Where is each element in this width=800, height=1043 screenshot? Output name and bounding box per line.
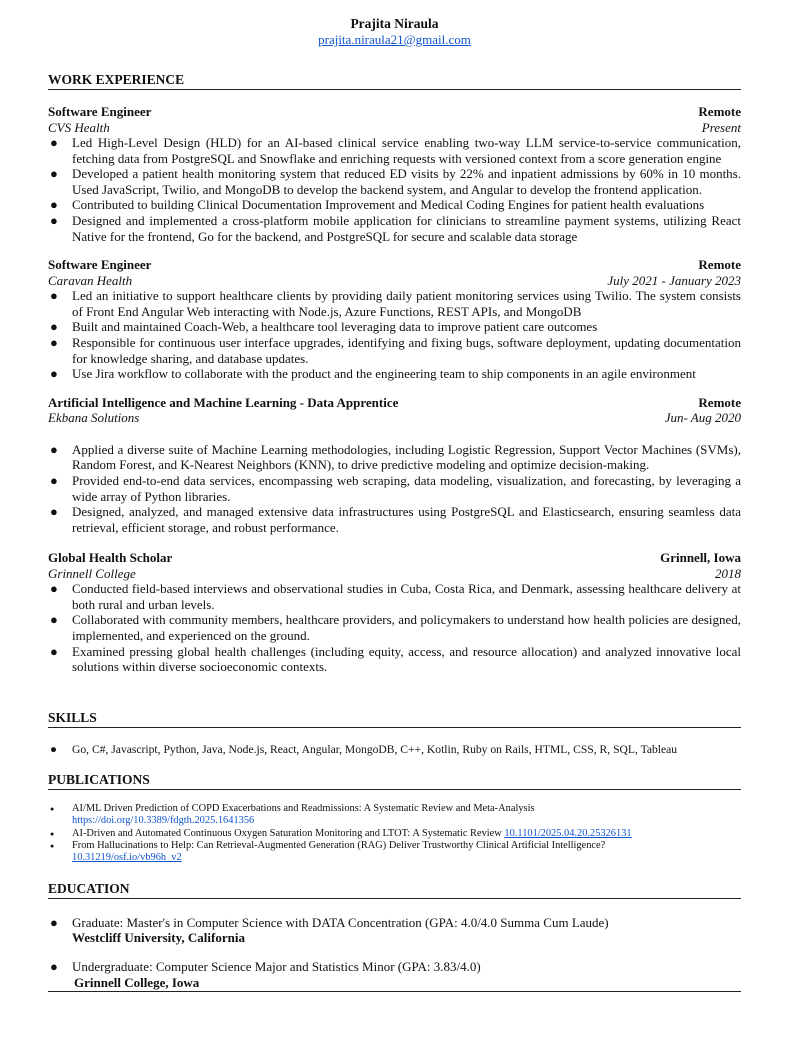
company-name: Caravan Health — [48, 272, 133, 288]
job-location: Remote — [698, 257, 741, 273]
bullet-icon: ● — [50, 197, 58, 213]
bullet-icon: ● — [50, 135, 58, 150]
section-publications: PUBLICATIONS — [48, 772, 741, 790]
bullet-icon: ● — [50, 742, 58, 756]
school-name: Grinnell College, Iowa — [74, 974, 200, 990]
publication-item: ● AI-Driven and Automated Continuous Oxygen Saturation Monitoring and LTOT: A Systematic Review 10.1101/2025.04.20.25326131 — [50, 827, 632, 839]
job-dates: Present — [701, 119, 741, 135]
bullet-icon: ● — [50, 829, 55, 838]
publications-list — [48, 803, 741, 865]
job-title: Global Health Scholar — [48, 550, 173, 566]
bullet-icon: ● — [50, 504, 58, 520]
bullet-icon: ● — [50, 804, 55, 813]
list-item: ● Designed and implemented a cross-platform mobile application for clinicians to streamline payment systems, utilizing React Native for the frontend, Go for the backend, and PostgreSQL for secure and scalable data storage — [50, 212, 741, 244]
section-education: EDUCATION — [48, 881, 741, 899]
section-skills: SKILLS — [48, 710, 741, 728]
job-entry — [48, 104, 741, 244]
job-location: Remote — [698, 394, 741, 410]
list-item: ● Developed a patient health monitoring system that reduced ED visits by 22% and inpatient admissions by 60% in 10 months. Used JavaScript, Twilio, and MongoDB to develop the backend system, and Angular to develop the frontend application. — [50, 166, 741, 197]
company-name: Grinnell College — [48, 565, 136, 581]
bullet-icon: ● — [50, 612, 58, 628]
bottom-rule — [48, 991, 741, 992]
list-item: ● Built and maintained Coach-Web, a healthcare tool leveraging data to improve patient care outcomes — [50, 319, 598, 335]
skills-list — [48, 743, 741, 757]
bullet-icon: ● — [50, 959, 58, 975]
job-entry — [48, 395, 741, 536]
job-location: Grinnell, Iowa — [660, 550, 741, 566]
company-name: Ekbana Solutions — [48, 410, 140, 426]
job-bullets — [48, 581, 741, 675]
resume-header — [48, 0, 741, 48]
bullet-icon: ● — [50, 581, 58, 597]
publication-item: ● From Hallucinations to Help: Can Retrieval-Augmented Generation (RAG) Deliver Trustworthy Clinical Artificial Intelligence? 10.31219/osf.io/vb96h_v2 — [50, 840, 606, 864]
list-item: ● Contributed to building Clinical Documentation Improvement and Medical Coding Engines for patient health evaluations — [50, 197, 705, 213]
list-item: ● Designed, analyzed, and managed extensive data infrastructures using PostgreSQL and Elasticsearch, ensuring seamless data retrieval, efficient storage, and robust performance. — [50, 504, 741, 535]
bullet-icon: ● — [50, 472, 58, 488]
publication-item: ● AI/ML Driven Prediction of COPD Exacerbations and Readmissions: A Systematic Review and Meta-Analysis https://doi.org/10.3389/fdgth.2025.1641356 — [50, 802, 535, 827]
job-title: Artificial Intelligence and Machine Learning - Data Apprentice — [48, 394, 399, 410]
degree-text: Graduate: Master's in Computer Science with DATA Concentration (GPA: 4.0/4.0 Summa Cum Laude) — [72, 914, 609, 930]
list-item: ● Conducted field-based interviews and observational studies in Cuba, Costa Rica, and Denmark, assessing healthcare delivery at both rural and urban levels. — [50, 581, 741, 612]
job-dates: Jun- Aug 2020 — [664, 410, 741, 426]
list-item: ● Applied a diverse suite of Machine Learning methodologies, including Logistic Regression, Support Vector Machines (SVMs), Random Forest, and K-Nearest Neighbors (KNN), to drive predictive modeling and optimize decision-making. — [50, 441, 741, 473]
job-title: Software Engineer — [48, 104, 152, 119]
job-dates: July 2021 - January 2023 — [607, 272, 741, 288]
list-item: ● Led High-Level Design (HLD) for an AI-based clinical service enabling two-way LLM service-to-service communication, fetching data from PostgreSQL and Snowflake and enriching requests with versioned context from a score generation engine — [50, 135, 741, 166]
list-item: ● Examined pressing global health challenges (including equity, access, and resource allocation) and analyzed innovative local solutions within diverse socioeconomic contexts. — [50, 643, 741, 675]
candidate-name: Prajita Niraula — [350, 16, 439, 31]
bullet-icon: ● — [50, 842, 55, 851]
job-bullets — [48, 288, 741, 382]
doi-link[interactable]: 10.1101/2025.04.20.25326131 — [504, 827, 632, 839]
bullet-icon: ● — [50, 166, 58, 182]
bullet-icon: ● — [50, 914, 58, 930]
education-item — [48, 959, 741, 990]
bullet-icon: ● — [50, 212, 58, 228]
resume-page — [48, 0, 741, 992]
education-list — [48, 915, 741, 990]
job-entry — [48, 257, 741, 382]
job-bullets — [48, 442, 741, 536]
skills-item: ● Go, C#, Javascript, Python, Java, Node.js, React, Angular, MongoDB, C++, Kotlin, Ruby on Rails, HTML, CSS, R, SQL, Tableau — [50, 742, 678, 756]
job-title: Software Engineer — [48, 257, 152, 273]
list-item: ● Collaborated with community members, healthcare providers, and policymakers to understand how health policies are designed, implemented, and experienced on the ground. — [50, 612, 741, 644]
education-item — [48, 915, 741, 946]
bullet-icon: ● — [50, 441, 58, 457]
section-work-experience: WORK EXPERIENCE — [48, 72, 741, 90]
doi-link[interactable]: 10.31219/osf.io/vb96h_v2 — [72, 852, 182, 864]
list-item: ● Responsible for continuous user interface upgrades, identifying and fixing bugs, software deployment, updating documentation for knowledge sharing, and database updates. — [50, 334, 741, 366]
bullet-icon: ● — [50, 319, 58, 335]
job-entry — [48, 550, 741, 675]
bullet-icon: ● — [50, 334, 58, 350]
bullet-icon: ● — [50, 643, 58, 659]
bullet-icon: ● — [50, 366, 58, 382]
list-item: ● Provided end-to-end data services, encompassing web scraping, data modeling, visualization, and forecasting, by leveraging a wide array of Python libraries. — [50, 472, 741, 504]
degree-text: Undergraduate: Computer Science Major and Statistics Minor (GPA: 3.83/4.0) — [72, 959, 481, 975]
job-location: Remote — [698, 104, 741, 119]
list-item: ● Use Jira workflow to collaborate with the product and the engineering team to ship components in an agile environment — [50, 366, 696, 382]
job-dates: 2018 — [715, 565, 741, 581]
email-link[interactable]: prajita.niraula21@gmail.com — [318, 32, 471, 47]
doi-link[interactable]: https://doi.org/10.3389/fdgth.2025.1641356 — [72, 815, 255, 827]
bullet-icon: ● — [50, 288, 58, 304]
job-bullets — [48, 135, 741, 244]
school-name: Westcliff University, California — [72, 930, 245, 946]
company-name: CVS Health — [48, 119, 110, 135]
list-item: ● Led an initiative to support healthcare clients by providing daily patient monitoring services using Twilio. The system consists of Front End Angular Web interacting with Node.js, Azure Functions, REST APIs, and MongoDB — [50, 288, 741, 319]
